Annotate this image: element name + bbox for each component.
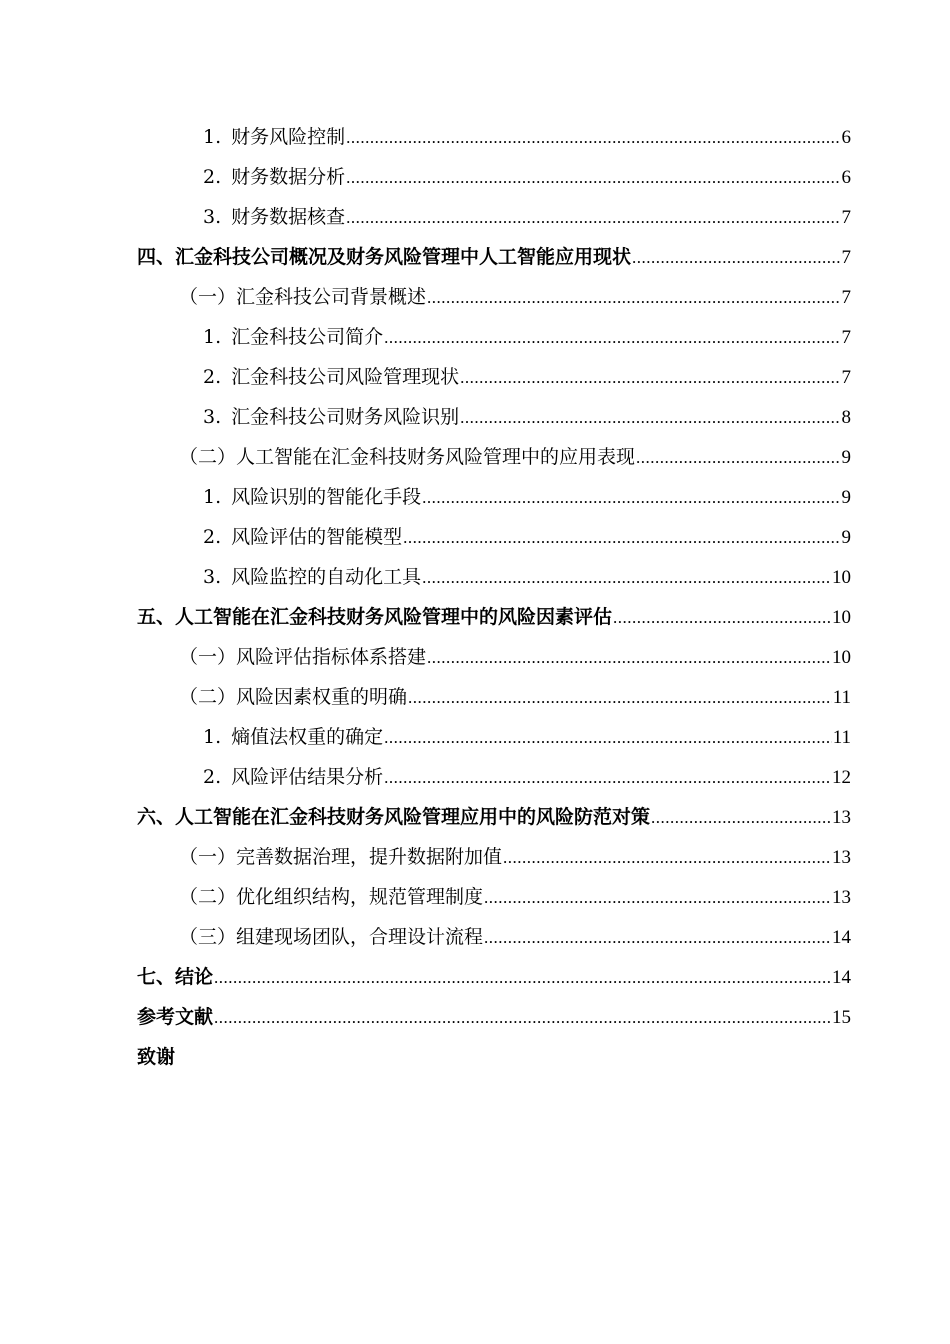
dot-leader bbox=[422, 478, 840, 518]
dot-leader bbox=[214, 958, 831, 998]
toc-entry-page: 11 bbox=[832, 687, 851, 708]
toc-entry[interactable] bbox=[137, 157, 851, 197]
toc-entry-title: （三）组建现场团队，合理设计流程 bbox=[179, 926, 484, 948]
toc-entry-page: 7 bbox=[841, 247, 851, 268]
toc-entry-title: 财务数据核查 bbox=[231, 206, 346, 228]
toc-entry-number: 3. bbox=[203, 566, 222, 588]
toc-entry-number: 1. bbox=[203, 326, 222, 348]
toc-entry[interactable] bbox=[137, 517, 851, 557]
dot-leader bbox=[484, 878, 831, 918]
dot-leader bbox=[408, 678, 832, 718]
toc-entry-title: 参考文献 bbox=[137, 1006, 214, 1028]
dot-leader bbox=[214, 998, 831, 1038]
dot-leader bbox=[484, 918, 831, 958]
dot-leader bbox=[632, 238, 840, 278]
toc-section-entry[interactable] bbox=[137, 277, 851, 317]
dot-leader bbox=[427, 278, 840, 318]
toc-entry-page: 9 bbox=[841, 447, 851, 468]
dot-leader bbox=[346, 198, 840, 238]
toc-entry-title: （一）汇金科技公司背景概述 bbox=[179, 286, 427, 308]
toc-entry-title: 风险评估结果分析 bbox=[231, 766, 384, 788]
toc-chapter-entry[interactable] bbox=[137, 797, 851, 837]
toc-entry-title: 财务风险控制 bbox=[231, 126, 346, 148]
toc-entry-page: 10 bbox=[832, 607, 851, 628]
toc-entry-title: （二）优化组织结构，规范管理制度 bbox=[179, 886, 484, 908]
dot-leader bbox=[384, 758, 831, 798]
toc-entry-page: 15 bbox=[832, 1007, 851, 1028]
dot-leader bbox=[503, 838, 831, 878]
toc-entry-number: 3. bbox=[203, 406, 222, 428]
toc-entry-title: 六、人工智能在汇金科技财务风险管理应用中的风险防范对策 bbox=[137, 806, 651, 828]
toc-entry-title: （一）完善数据治理，提升数据附加值 bbox=[179, 846, 503, 868]
toc-entry-title: 致谢 bbox=[137, 1046, 176, 1068]
toc-entry-page: 9 bbox=[841, 527, 851, 548]
toc-entry-number: 2. bbox=[203, 366, 222, 388]
toc-entry-title: （二）人工智能在汇金科技财务风险管理中的应用表现 bbox=[179, 446, 636, 468]
toc-chapter-entry[interactable] bbox=[137, 957, 851, 997]
toc-chapter-entry[interactable] bbox=[137, 1037, 851, 1077]
toc-chapter-entry[interactable] bbox=[137, 997, 851, 1037]
toc-entry-title: 风险评估的智能模型 bbox=[231, 526, 403, 548]
toc-entry-page: 7 bbox=[841, 207, 851, 228]
toc-entry[interactable] bbox=[137, 757, 851, 797]
dot-leader bbox=[346, 118, 840, 158]
toc-entry-title: 财务数据分析 bbox=[231, 166, 346, 188]
toc-entry[interactable] bbox=[137, 357, 851, 397]
toc-chapter-entry[interactable] bbox=[137, 597, 851, 637]
toc-entry-page: 14 bbox=[832, 927, 851, 948]
toc-entry-title: 四、汇金科技公司概况及财务风险管理中人工智能应用现状 bbox=[137, 246, 632, 268]
toc-entry[interactable] bbox=[137, 397, 851, 437]
toc-entry[interactable] bbox=[137, 717, 851, 757]
toc-section-entry[interactable] bbox=[137, 437, 851, 477]
toc-entry-title: （一）风险评估指标体系搭建 bbox=[179, 646, 427, 668]
toc-section-entry[interactable] bbox=[137, 677, 851, 717]
toc-entry-title: 风险监控的自动化工具 bbox=[231, 566, 422, 588]
dot-leader bbox=[613, 598, 831, 638]
toc-entry-number: 2. bbox=[203, 526, 222, 548]
toc-entry-page: 9 bbox=[841, 487, 851, 508]
toc-entry-number: 2. bbox=[203, 166, 222, 188]
toc-section-entry[interactable] bbox=[137, 637, 851, 677]
toc-entry-title: 汇金科技公司简介 bbox=[231, 326, 384, 348]
toc-entry-title: 汇金科技公司财务风险识别 bbox=[231, 406, 460, 428]
toc-entry[interactable] bbox=[137, 197, 851, 237]
toc-entry-page: 8 bbox=[841, 407, 851, 428]
toc-entry-page: 12 bbox=[832, 767, 851, 788]
toc-entry-page: 6 bbox=[841, 127, 851, 148]
toc-entry-title: （二）风险因素权重的明确 bbox=[179, 686, 408, 708]
toc-entry-page: 7 bbox=[841, 287, 851, 308]
toc-entry-title: 五、人工智能在汇金科技财务风险管理中的风险因素评估 bbox=[137, 606, 613, 628]
toc-entry-title: 熵值法权重的确定 bbox=[231, 726, 384, 748]
toc-entry-page: 11 bbox=[832, 727, 851, 748]
dot-leader bbox=[346, 158, 840, 198]
toc-section-entry[interactable] bbox=[137, 917, 851, 957]
toc-entry-page: 6 bbox=[841, 167, 851, 188]
dot-leader bbox=[651, 798, 831, 838]
toc-entry-title: 七、结论 bbox=[137, 966, 214, 988]
toc-entry-page: 13 bbox=[832, 847, 851, 868]
toc-entry[interactable] bbox=[137, 117, 851, 157]
toc-entry-page: 7 bbox=[841, 327, 851, 348]
toc-section-entry[interactable] bbox=[137, 877, 851, 917]
dot-leader bbox=[422, 558, 831, 598]
dot-leader bbox=[384, 318, 840, 358]
dot-leader bbox=[427, 638, 831, 678]
table-of-contents bbox=[137, 117, 851, 1077]
dot-leader bbox=[460, 358, 840, 398]
toc-entry[interactable] bbox=[137, 557, 851, 597]
dot-leader bbox=[403, 518, 840, 558]
toc-entry-page: 13 bbox=[832, 887, 851, 908]
dot-leader bbox=[636, 438, 840, 478]
toc-entry-page: 10 bbox=[832, 567, 851, 588]
dot-leader bbox=[384, 718, 832, 758]
toc-entry-title: 风险识别的智能化手段 bbox=[231, 486, 422, 508]
dot-leader bbox=[460, 398, 840, 438]
toc-section-entry[interactable] bbox=[137, 837, 851, 877]
toc-entry-number: 1. bbox=[203, 486, 222, 508]
toc-entry-page: 14 bbox=[832, 967, 851, 988]
toc-entry-page: 13 bbox=[832, 807, 851, 828]
toc-entry-number: 2. bbox=[203, 766, 222, 788]
toc-entry-number: 3. bbox=[203, 206, 222, 228]
toc-entry[interactable] bbox=[137, 477, 851, 517]
toc-entry-page: 10 bbox=[832, 647, 851, 668]
toc-entry-page: 7 bbox=[841, 367, 851, 388]
toc-entry-number: 1. bbox=[203, 726, 222, 748]
toc-entry-title: 汇金科技公司风险管理现状 bbox=[231, 366, 460, 388]
toc-chapter-entry[interactable] bbox=[137, 237, 851, 277]
toc-entry-number: 1. bbox=[203, 126, 222, 148]
toc-entry[interactable] bbox=[137, 317, 851, 357]
